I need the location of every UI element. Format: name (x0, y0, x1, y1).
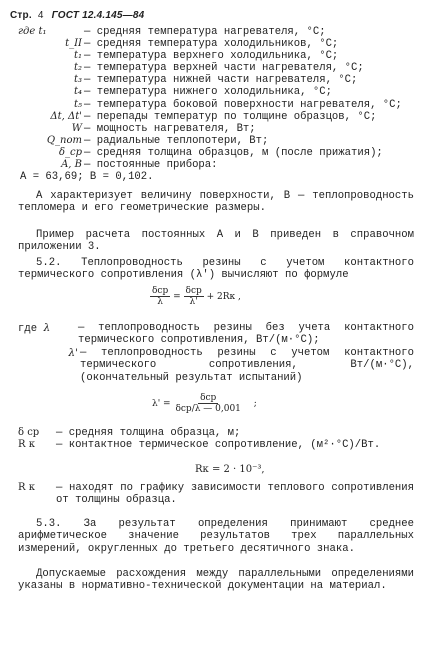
definition-symbol: t_II (65, 38, 82, 50)
definition-text: — температура нижней части нагревателя, °С; (84, 74, 358, 87)
formula-lhs-fraction: $\frac{\text{δср}}{\lambda}$ (152, 286, 169, 307)
definition-row: λ' — теплопроводность резины с учетом контактного термического сопротивления, Вт/(м·°С), (окончательный результат испытаний) (68, 346, 414, 384)
definition-text: — температура верхнего холодильника, °С; (84, 50, 339, 63)
page-number: 4 (37, 10, 44, 21)
definition-row (18, 147, 414, 159)
definition-row (18, 135, 414, 147)
definition-symbol: t₂ (73, 62, 82, 74)
formula-tail: + 2Rк , (206, 292, 241, 302)
definition-row (18, 99, 414, 111)
example-reference: Пример расчета постоянных A и B приведен в справочном приложении 3. (18, 229, 414, 254)
constants-values: A = 63,69; B = 0,102. (20, 171, 154, 184)
page-header (10, 10, 144, 21)
definition-row (18, 50, 414, 62)
constants-row (18, 171, 414, 183)
definition-symbol: t₃ (73, 74, 82, 86)
definition-symbol: δ_ср (58, 146, 82, 158)
definition-row (18, 62, 414, 74)
section-5-3: 5.3. За результат определения принимают среднее арифметическое значение результатов трех параллельных измерений, округленных до третьего десятичного знака. (18, 518, 414, 555)
formula-rk-value: Rк = 2 · 10⁻³, (195, 464, 265, 475)
definition-text: — радиальные теплопотери, Вт; (84, 134, 269, 147)
definition-text: — средняя толщина образца, м; (56, 427, 241, 439)
definition-text: — находят по графику зависимости теплового сопротивления от толщины образца. (56, 482, 414, 507)
page-prefix: Стр. (10, 10, 32, 21)
definition-text: — средняя толщина образцов, м (после прижатия); (84, 146, 383, 159)
definition-text: — теплопроводность резины без учета контактного термического сопротивления, Вт/(м·°С); (78, 322, 414, 347)
definition-text: — температура верхней части нагревателя, °С; (84, 62, 364, 75)
definition-symbol: Δt, Δt' (50, 110, 82, 122)
definition-symbol: Q_пот (46, 134, 82, 146)
section-5-2: 5.2. Теплопроводность резины с учетом контактного термического сопротивления (λ') вычисляют по формуле (18, 257, 414, 282)
definition-text: — перепады температур по толщине образцов, °С; (84, 110, 377, 123)
definition-row: где λ — теплопроводность резины без учета контактного термического сопротивления, Вт/(м·°С); (18, 322, 414, 347)
definition-symbol: t₄ (73, 86, 82, 98)
formula-fraction: $\frac{\text{δср}}{\text{δср/λ — 0,001}}$ (175, 393, 241, 414)
tolerance-note: Допускаемые расхождения между параллельными определениями указаны в нормативно-технической документации на материал. (18, 568, 414, 593)
definition-symbol: t₅ (73, 98, 82, 110)
definition-row: δ ср — средняя толщина образца, м; (18, 427, 414, 439)
lambda-definitions (18, 322, 414, 384)
delta-r-definitions (18, 427, 414, 452)
definition-row: R к — находят по графику зависимости теплового сопротивления от толщины образца. (18, 482, 414, 507)
definition-row (18, 38, 414, 50)
formula-rhs-fraction: $\frac{\text{δср}}{\lambda'}$ (185, 286, 202, 307)
definition-row (18, 86, 414, 98)
definition-text: — температура боковой поверхности нагревателя, °С; (84, 98, 402, 111)
definition-row: R к — контактное термическое сопротивление, (м²·°С)/Вт. (18, 439, 414, 451)
definition-symbol: t₁ (73, 50, 82, 62)
formula-lambda-prime: λ' = $\frac{\text{δср}}{\text{δср/λ — 0,001}}$ ; (152, 393, 257, 414)
rk-graph-definition (18, 482, 414, 507)
standard-code: ГОСТ 12.4.145—84 (51, 10, 145, 21)
symbol-definitions (18, 26, 414, 183)
definition-symbol: W (71, 122, 82, 134)
definition-row (18, 26, 414, 38)
definition-row (18, 123, 414, 135)
definition-row (18, 74, 414, 86)
definition-text: — мощность нагревателя, Вт; (84, 122, 256, 135)
definition-text: — постоянные прибора: (84, 159, 218, 172)
definition-text: — температура нижнего холодильника, °С; (84, 86, 332, 99)
definition-text: — контактное термическое сопротивление, (м²·°С)/Вт. (56, 439, 381, 452)
definition-text: — теплопроводность резины с учетом контактного термического сопротивления, Вт/(м·°С), (окончательный результат испытаний) (80, 346, 414, 384)
definition-symbol: A, B (61, 159, 82, 171)
definition-text: — средняя температура холодильников, °С; (84, 38, 339, 51)
formula-contact-resistance: $\frac{\text{δср}}{\lambda}$ = $\frac{\text{δср}}{\lambda'}$ + 2Rк , (152, 286, 241, 307)
definition-text: — средняя температура нагревателя, °С; (84, 26, 326, 38)
definition-symbol: где t₁ (18, 26, 47, 37)
definition-row (18, 159, 414, 171)
ab-description: A характеризует величину поверхности, B — теплопроводность тепломера и его геометрические размеры. (18, 190, 414, 215)
definition-row (18, 111, 414, 123)
